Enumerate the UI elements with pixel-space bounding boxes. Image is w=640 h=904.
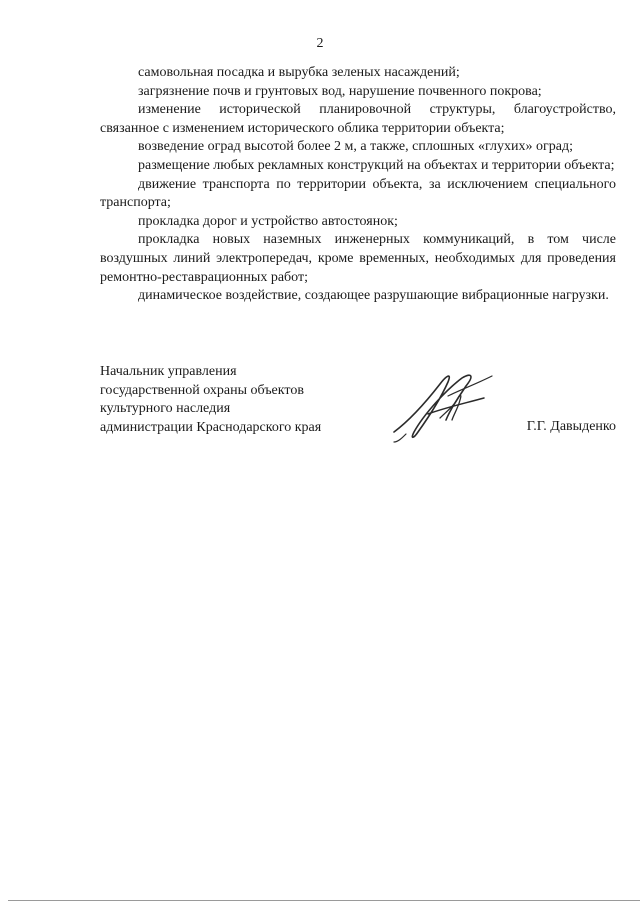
paragraph: прокладка дорог и устройство автостоянок; — [138, 213, 398, 229]
signatory-title — [100, 363, 321, 437]
signatory-title-line: Начальник управления — [100, 364, 237, 379]
signatory-title-line: администрации Краснодарского края — [100, 419, 322, 435]
handwritten-signature — [388, 368, 500, 444]
scan-edge-line — [8, 900, 640, 901]
paragraph: динамическое воздействие, создающее разрушающие вибрационные нагрузки. — [138, 288, 609, 304]
paragraph: загрязнение почв и грунтовых вод, нарушение почвенного покрова; — [138, 83, 542, 99]
paragraph: самовольная посадка и вырубка зеленых насаждений; — [138, 65, 460, 80]
paragraph: изменение исторической планировочной структуры, благоустройство, связанное с изменением исторического облика территории объекта; — [100, 102, 616, 136]
paragraph: размещение любых рекламных конструкций на объектах и территории объекта; — [138, 157, 615, 173]
restrictions-list — [100, 64, 616, 306]
signatory-name: Г.Г. Давыденко — [526, 419, 616, 434]
page-number: 2 — [316, 36, 324, 51]
paragraph: возведение оград высотой более 2 м, а также, сплошных «глухих» оград; — [138, 139, 573, 155]
signatory-title-line: культурного наследия — [100, 401, 231, 417]
signatory-title-line: государственной охраны объектов — [100, 382, 304, 398]
paragraph: прокладка новых наземных инженерных коммуникаций, в том числе воздушных линий электропередач, кроме временных, необходимых для проведения ремонтно-реставрационных работ; — [100, 232, 616, 285]
paragraph: движение транспорта по территории объекта, за исключением специального транспорта; — [100, 176, 616, 211]
